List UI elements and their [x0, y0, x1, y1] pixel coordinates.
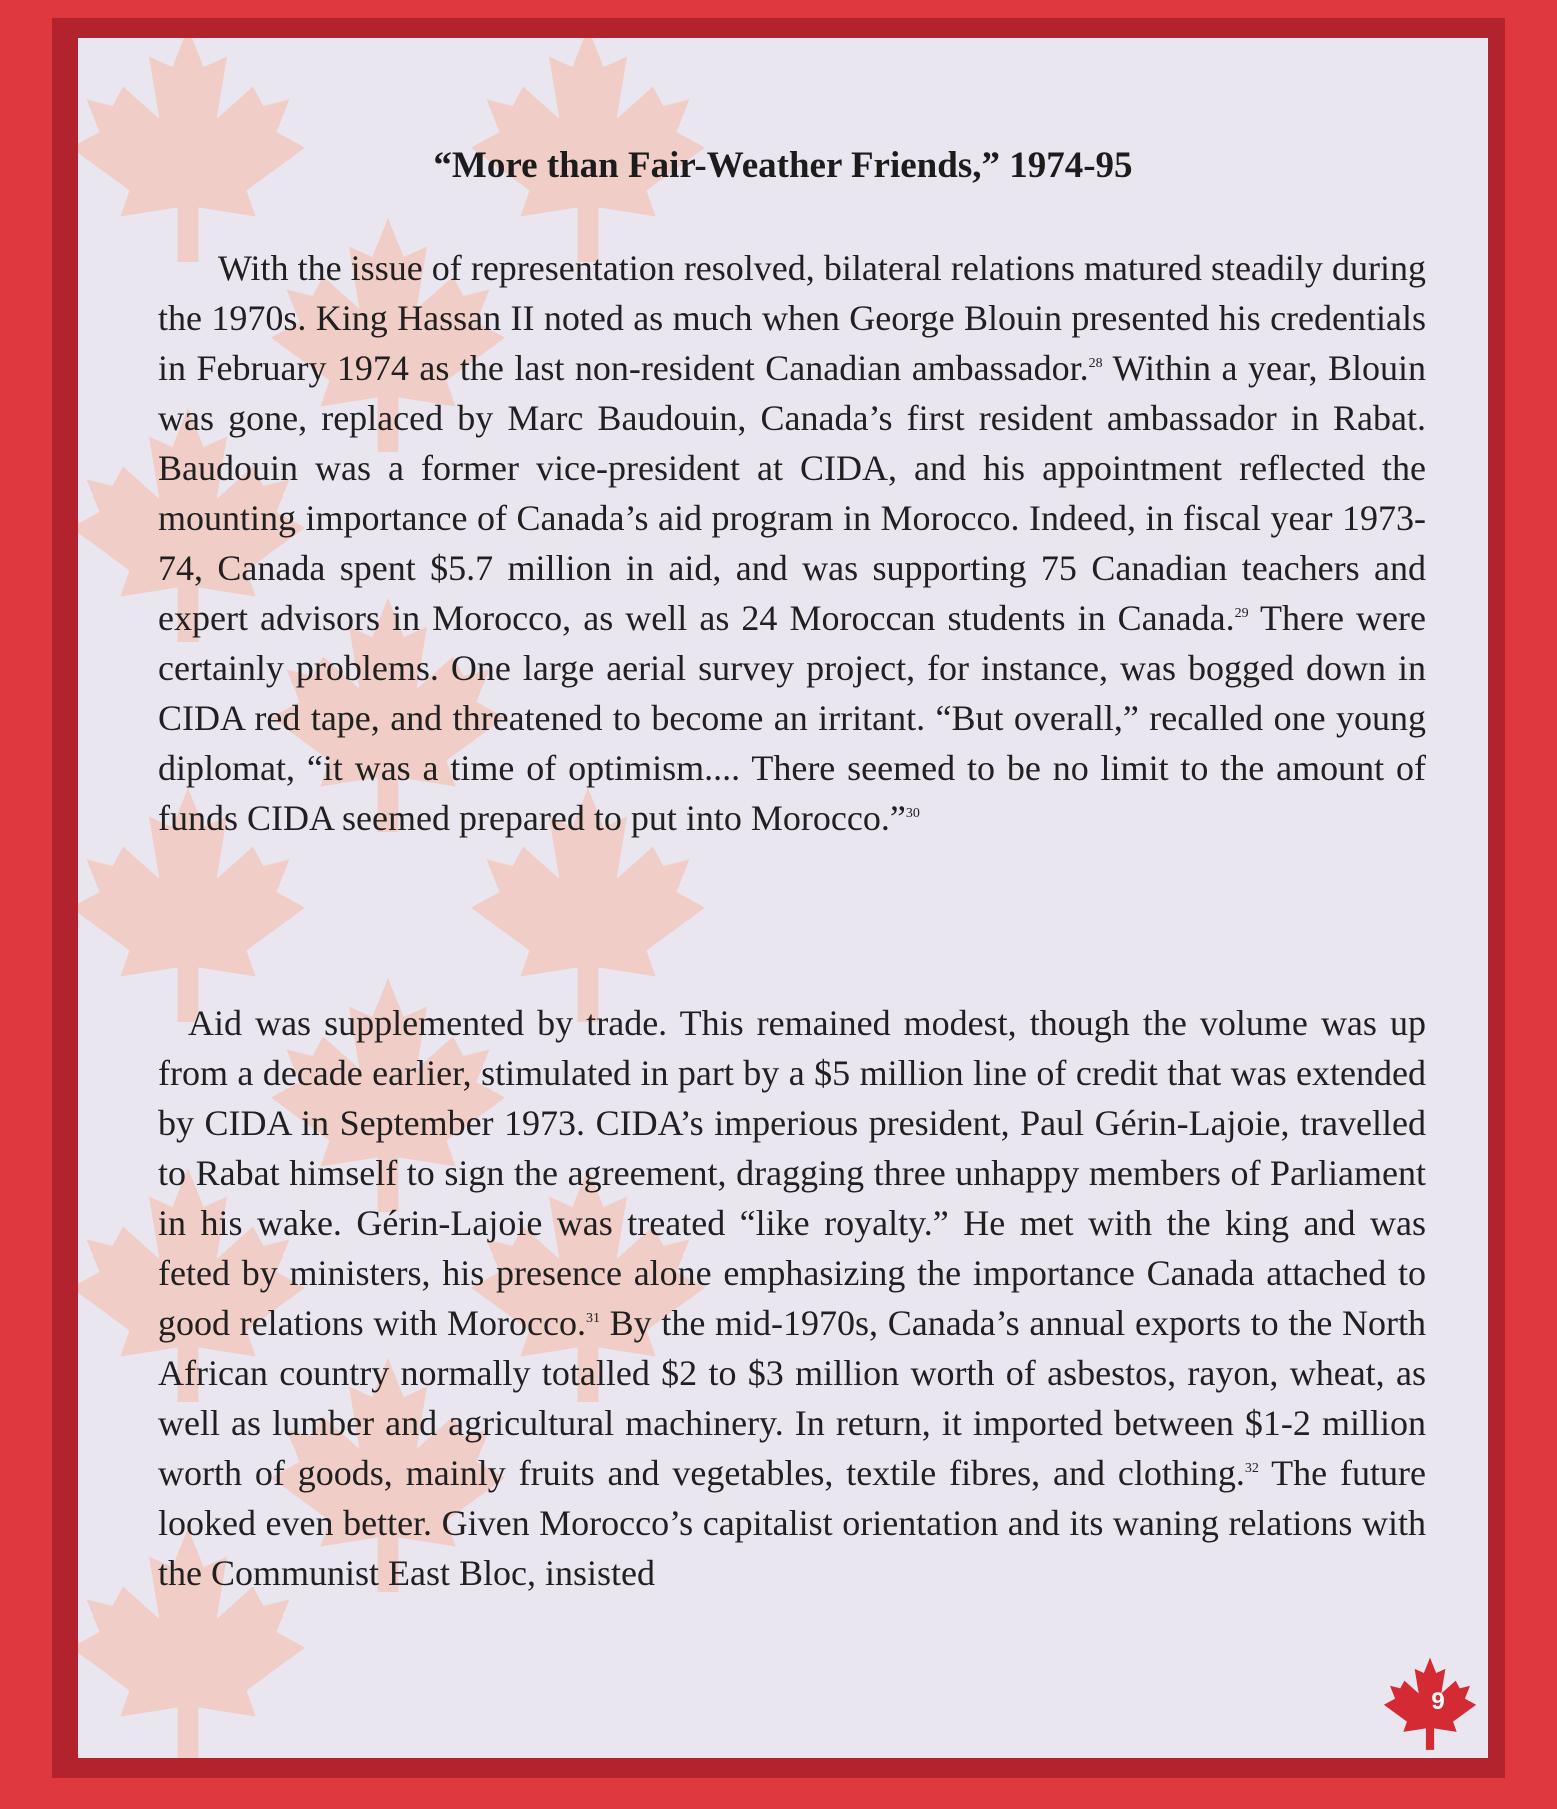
paragraph-text: With the issue of representation resolved, bilateral relations matured steadily during the 1970s. King Hassan II noted as much when George Blouin presented his credentials in February 1974 as the last non-resident Canadian ambassador. [158, 248, 1426, 388]
page-number: 9 [1431, 1688, 1445, 1715]
footnote-ref[interactable]: 29 [1234, 606, 1249, 621]
body-paragraph [158, 243, 1426, 843]
paragraph-text: By the mid-1970s, Canada’s annual exports to the North African country normally totalled $2 to $3 million worth of asbestos, rayon, wheat, as well as lumber and agricultural machinery. In return, it imported between $1-2 million worth of goods, mainly fruits and vegetables, textile fibres, and clothing. [158, 1303, 1426, 1493]
paragraph-text: Aid was supplemented by trade. This remained modest, though the volume was up from a decade earlier, stimulated in part by a $5 million line of credit that was extended by CIDA in September 1973. CIDA’s imperious president, Paul Gérin-Lajoie, travelled to Rabat himself to sign the agreement, dragging three unhappy members of Parliament in his wake. Gérin-Lajoie was treated “like royalty.” He met with the king and was feted by ministers, his presence alone emphasizing the importance Canada attached to good relations with Morocco. [158, 1003, 1426, 1343]
paragraph-text: There were certainly problems. One large aerial survey project, for instance, was bogged down in CIDA red tape, and threatened to become an irritant. “But overall,” recalled one young diplomat, “it was a time of optimism.... There seemed to be no limit to the amount of funds CIDA seemed prepared to put into Morocco.” [158, 598, 1426, 838]
footnote-ref[interactable]: 30 [905, 806, 920, 821]
paragraph-text: The future looked even better. Given Morocco’s capitalist orientation and its waning relations with the Communist East Bloc, insisted [158, 1453, 1426, 1593]
page-heading: “More than Fair-Weather Friends,” 1974-95 [433, 145, 1133, 186]
footnote-ref[interactable]: 31 [585, 1311, 600, 1326]
footnote-ref[interactable]: 32 [1244, 1461, 1259, 1476]
page-paper [78, 38, 1488, 1758]
body-paragraph [158, 998, 1426, 1598]
paragraph-text: Within a year, Blouin was gone, replaced by Marc Baudouin, Canada’s first resident ambassador in Rabat. Baudouin was a former vice-president at CIDA, and his appointment reflected the mounting importance of Canada’s aid program in Morocco. Indeed, in fiscal year 1973-74, Canada spent $5.7 million in aid, and was supporting 75 Canadian teachers and expert advisors in Morocco, as well as 24 Moroccan students in Canada. [158, 348, 1427, 638]
footnote-ref[interactable]: 28 [1088, 356, 1103, 371]
